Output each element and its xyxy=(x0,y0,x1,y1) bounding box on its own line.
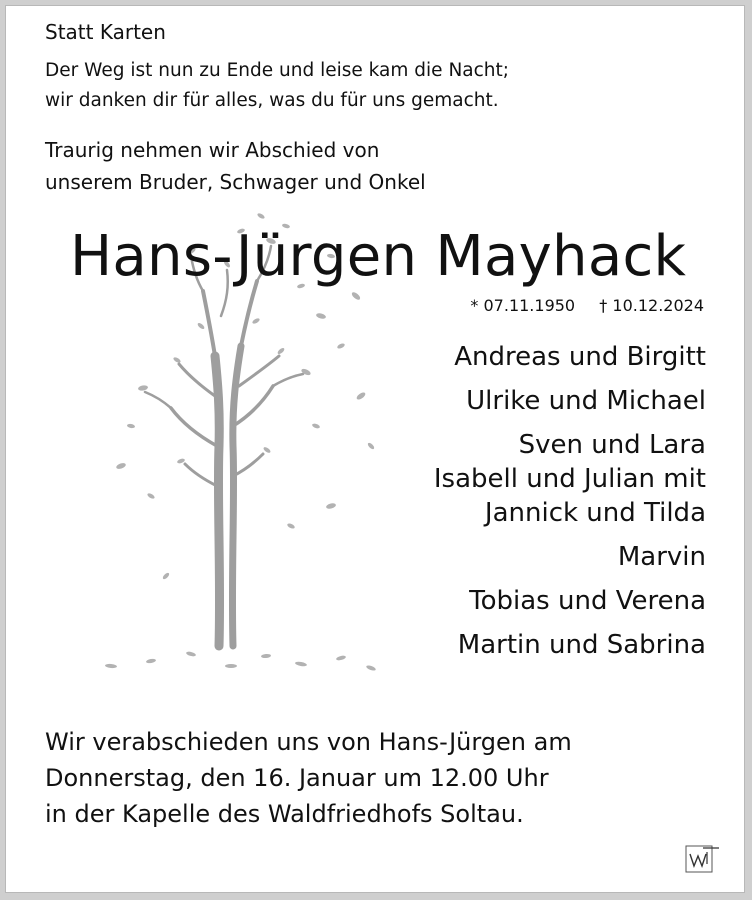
deceased-name: Hans-Jürgen Mayhack xyxy=(70,224,687,289)
announcement-line-2: unserem Bruder, Schwager und Onkel xyxy=(45,170,426,194)
death-date: † 10.12.2024 xyxy=(599,296,704,315)
service-line-3: in der Kapelle des Waldfriedhofs Soltau. xyxy=(45,800,524,828)
birth-date: * 07.11.1950 xyxy=(470,296,576,315)
announcement-line-1: Traurig nehmen wir Abschied von xyxy=(45,138,380,162)
verse-line-1: Der Weg ist nun zu Ende und leise kam die Nacht; xyxy=(45,60,509,81)
intro-text: Statt Karten xyxy=(45,20,166,44)
service-line-1: Wir verabschieden uns von Hans-Jürgen am xyxy=(45,728,572,756)
publisher-logo-icon xyxy=(685,842,721,874)
verse-line-2: wir danken dir für alles, was du für uns gemacht. xyxy=(45,90,499,111)
mourner-line: Isabell und Julian mit xyxy=(433,464,706,494)
mourner-line: Andreas und Birgitt xyxy=(454,342,706,372)
obituary-card xyxy=(5,5,745,893)
mourner-line: Sven und Lara xyxy=(518,430,706,460)
mourner-line: Marvin xyxy=(617,542,706,572)
mourner-line: Jannick und Tilda xyxy=(484,498,706,528)
mourner-line: Martin und Sabrina xyxy=(457,630,706,660)
mourner-line: Ulrike und Michael xyxy=(466,386,706,416)
life-dates xyxy=(470,296,704,315)
service-line-2: Donnerstag, den 16. Januar um 12.00 Uhr xyxy=(45,764,549,792)
mourner-line: Tobias und Verena xyxy=(469,586,706,616)
